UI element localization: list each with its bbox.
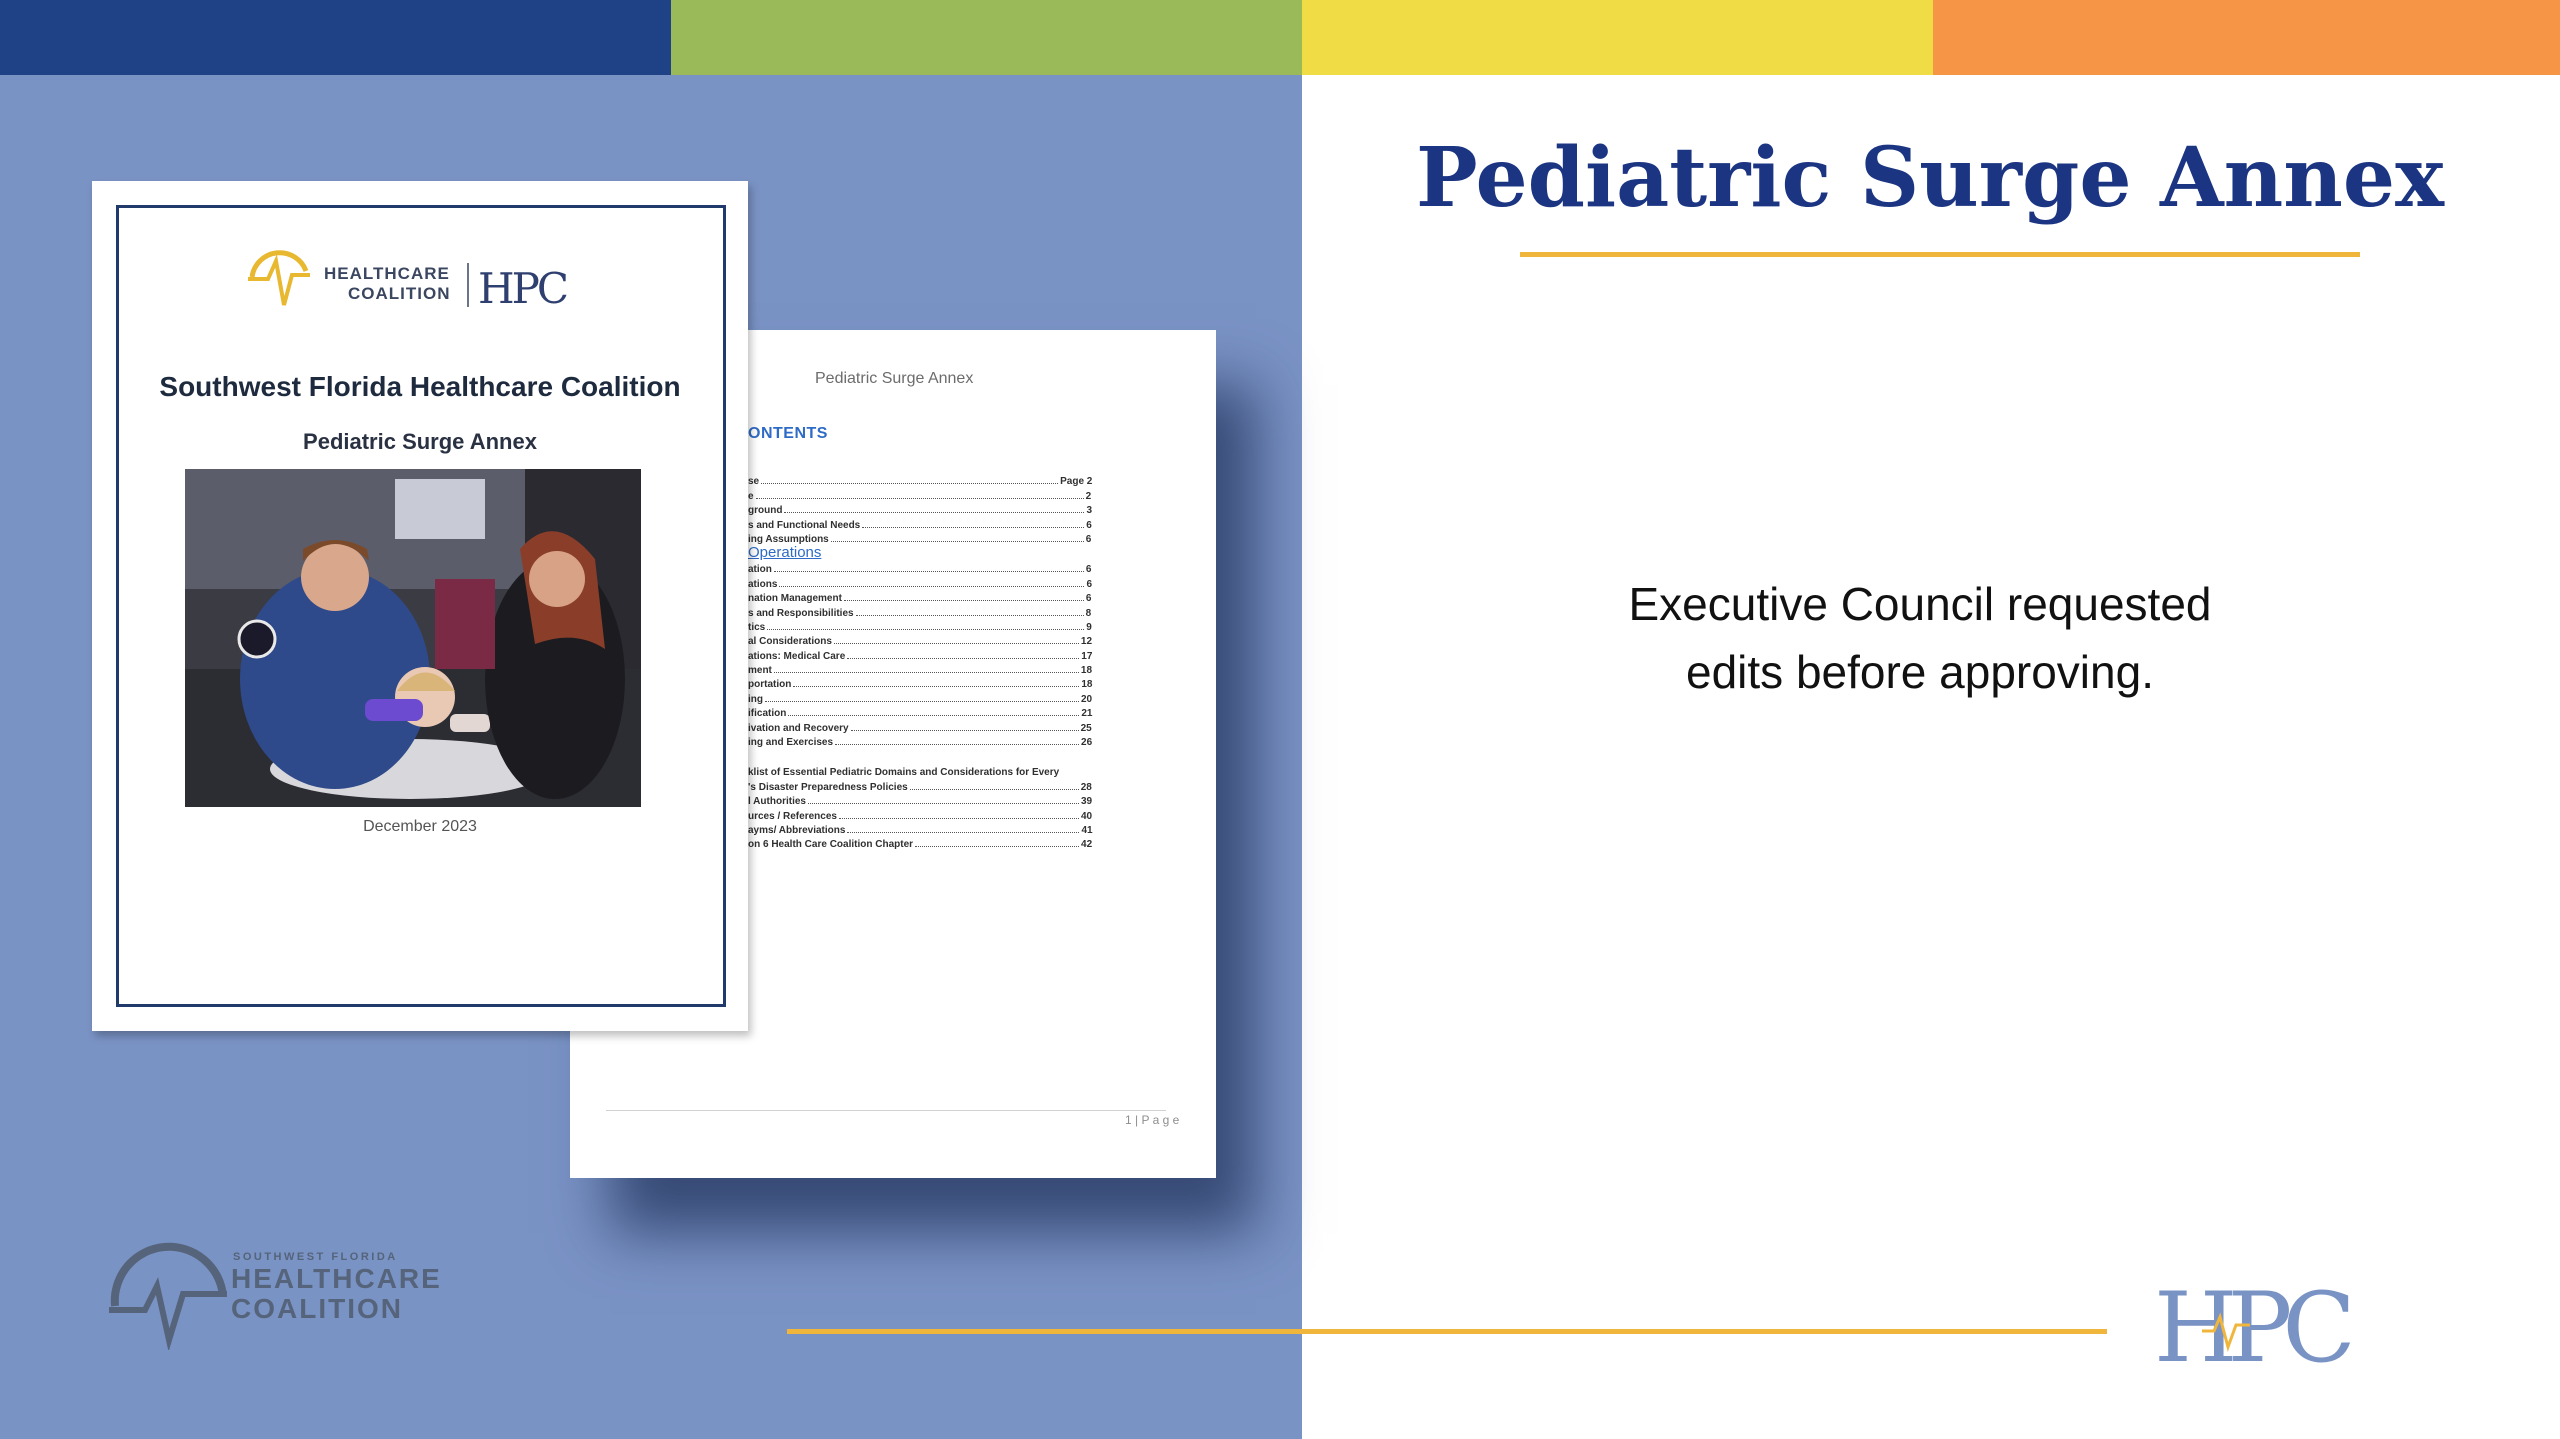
toc-entry-label: e <box>748 490 754 502</box>
toc-entry-page: 41 <box>1081 824 1093 836</box>
toc-entry-label: ing <box>748 693 763 705</box>
footer-logo-line-3: COALITION <box>231 1293 403 1324</box>
toc-dot-leader <box>774 571 1084 572</box>
toc-dot-leader <box>793 686 1079 687</box>
toc-page-number: 1 | P a g e <box>1125 1113 1180 1127</box>
body-line-2: edits before approving. <box>1686 646 2154 698</box>
toc-gap <box>748 748 1216 764</box>
toc-entry-label: klist of Essential Pediatric Domains and Considerations for Every <box>748 767 1060 779</box>
toc-entry <box>748 778 1216 792</box>
toc-entry <box>748 662 1216 676</box>
toc-entry <box>748 836 1216 850</box>
toc-dot-leader <box>808 803 1079 804</box>
toc-entry-page: 40 <box>1080 810 1093 822</box>
toc-entry <box>748 487 1216 501</box>
toc-entry <box>748 516 1216 530</box>
toc-entry-page: 18 <box>1080 665 1093 677</box>
toc-entry-page: 39 <box>1080 796 1093 808</box>
toc-heading: ONTENTS <box>748 425 828 442</box>
toc-entry <box>748 807 1216 821</box>
toc-entry-page: 12 <box>1080 636 1093 648</box>
toc-entry-label: urces / References <box>748 810 837 822</box>
toc-entry <box>748 690 1216 704</box>
cover-logo-word-1: HEALTHCARE <box>324 264 450 283</box>
toc-page-header: Pediatric Surge Annex <box>815 370 974 387</box>
toc-entry-label: ment <box>748 665 772 677</box>
toc-dot-leader <box>856 615 1084 616</box>
toc-dot-leader <box>788 715 1079 716</box>
toc-entry <box>748 647 1216 661</box>
toc-entry-label: tics <box>748 621 766 633</box>
toc-dot-leader <box>756 498 1084 499</box>
toc-entry-page: 8 <box>1085 607 1092 619</box>
toc-entry <box>748 633 1216 647</box>
toc-footer-rule <box>606 1110 1166 1111</box>
cover-date: December 2023 <box>363 818 477 835</box>
toc-dot-leader <box>765 701 1079 702</box>
toc-dot-leader <box>910 789 1079 790</box>
toc-dot-leader <box>862 527 1084 528</box>
cover-page-image <box>92 181 748 1031</box>
toc-entry-page: 6 <box>1085 533 1092 545</box>
toc-entry-label: ing Assumptions <box>748 533 829 545</box>
toc-dot-leader <box>767 629 1084 630</box>
toc-entry-page: 20 <box>1081 693 1093 705</box>
toc-dot-leader <box>784 512 1084 513</box>
toc-entry-label: se <box>748 476 760 488</box>
toc-entry-page: 17 <box>1081 650 1093 662</box>
toc-entry <box>748 575 1216 589</box>
toc-entry <box>748 604 1216 618</box>
toc-dot-leader <box>779 586 1084 587</box>
toc-entry <box>748 719 1216 733</box>
toc-entry-label: ayms/ Abbreviations <box>748 824 846 836</box>
toc-dot-leader <box>835 744 1079 745</box>
toc-entry-label: l Authorities <box>748 796 806 808</box>
toc-entry-label: nation Management <box>748 593 842 605</box>
toc-list <box>748 473 1216 851</box>
bottom-rule <box>787 1329 2107 1334</box>
healthcare-coalition-footer-logo <box>105 1240 445 1350</box>
toc-entry-page: 26 <box>1081 737 1093 749</box>
hpc-logo-text: HPC <box>2154 1273 2346 1373</box>
toc-dot-leader <box>915 846 1079 847</box>
toc-entry-page: 2 <box>1085 490 1092 502</box>
stripe-green <box>671 0 1302 75</box>
cover-logo-word-3: HPC <box>478 264 567 313</box>
toc-entry-label: s and Responsibilities <box>748 607 854 619</box>
toc-entry <box>748 676 1216 690</box>
toc-entry <box>748 531 1216 545</box>
toc-section-label: Operations <box>748 543 822 561</box>
slide-title: Pediatric Surge Annex <box>1416 130 2444 226</box>
toc-entry-label: s and Functional Needs <box>748 519 861 531</box>
toc-entry-page: 42 <box>1081 839 1093 851</box>
toc-entry-page: 25 <box>1080 722 1092 734</box>
cover-logo <box>92 231 748 321</box>
toc-entry-label: on 6 Health Care Coalition Chapter <box>748 839 914 851</box>
toc-dot-leader <box>847 658 1079 659</box>
toc-entry <box>748 619 1216 633</box>
toc-entry <box>748 561 1216 575</box>
footer-logo-line-2: HEALTHCARE <box>231 1263 442 1294</box>
toc-entry-label: ground <box>748 505 783 517</box>
toc-entry-label: ations <box>748 578 778 590</box>
toc-entry-page: Page 2 <box>1060 476 1093 488</box>
toc-entry-label: ification <box>748 708 787 720</box>
toc-entry-label: portation <box>748 679 792 691</box>
toc-entry <box>748 734 1216 748</box>
body-line-1: Executive Council requested <box>1628 578 2212 630</box>
footer-logo-line-1: SOUTHWEST FLORIDA <box>233 1251 398 1263</box>
toc-dot-leader <box>851 730 1079 731</box>
toc-entry <box>748 764 1216 778</box>
toc-entry-label: ing and Exercises <box>748 737 834 749</box>
toc-dot-leader <box>831 541 1084 542</box>
toc-section-heading <box>748 545 1216 561</box>
title-underline <box>1520 252 2360 257</box>
toc-dot-leader <box>834 643 1079 644</box>
toc-entry-page: 6 <box>1086 578 1093 590</box>
toc-entry-page: 6 <box>1085 593 1092 605</box>
stripe-blue <box>0 0 671 75</box>
toc-entry-label: ations: Medical Care <box>748 650 846 662</box>
toc-dot-leader <box>844 600 1084 601</box>
toc-entry <box>748 473 1216 487</box>
slide-body <box>1500 570 2340 706</box>
stripe-orange <box>1933 0 2560 75</box>
toc-dot-leader <box>847 832 1079 833</box>
toc-entry <box>748 793 1216 807</box>
toc-entry-label: ation <box>748 564 772 576</box>
toc-dot-leader <box>774 672 1079 673</box>
toc-entry-page: 3 <box>1086 505 1092 517</box>
toc-entry <box>748 822 1216 836</box>
toc-entry <box>748 502 1216 516</box>
toc-entry <box>748 705 1216 719</box>
toc-entry-page: 18 <box>1081 679 1093 691</box>
stripe-yellow <box>1302 0 1933 75</box>
toc-entry-page: 21 <box>1081 708 1093 720</box>
toc-dot-leader <box>839 818 1079 819</box>
toc-entry-label: al Considerations <box>748 636 832 648</box>
ambulance-photo <box>185 469 641 807</box>
toc-dot-leader <box>761 483 1058 484</box>
toc-entry-page: 6 <box>1085 564 1092 576</box>
toc-entry-page: 28 <box>1080 781 1092 793</box>
cover-organization: Southwest Florida Healthcare Coalition <box>159 371 681 402</box>
toc-entry <box>748 590 1216 604</box>
toc-entry-label: 's Disaster Preparedness Policies <box>748 781 908 793</box>
hpc-footer-logo <box>2150 1273 2370 1373</box>
cover-logo-word-2: COALITION <box>348 284 451 303</box>
toc-entry-label: ivation and Recovery <box>748 722 849 734</box>
toc-entry-page: 9 <box>1086 621 1092 633</box>
toc-entry-page: 6 <box>1086 519 1092 531</box>
cover-title: Pediatric Surge Annex <box>303 429 537 454</box>
